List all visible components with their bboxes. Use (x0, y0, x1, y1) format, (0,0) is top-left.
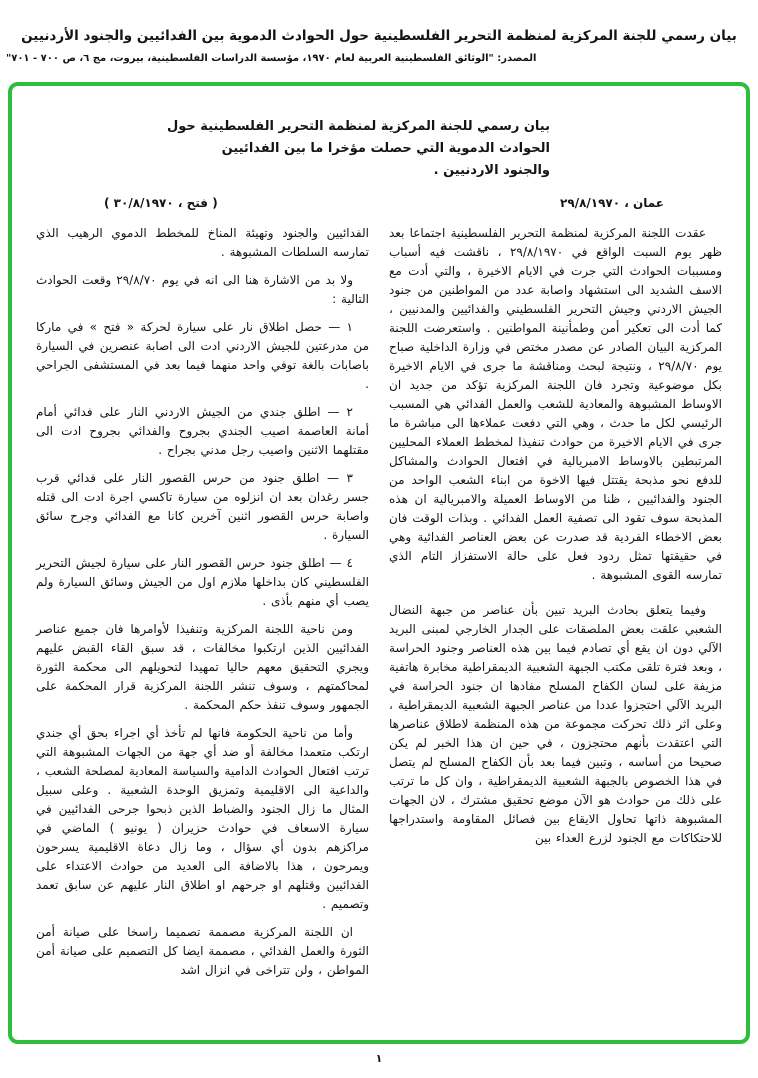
dateline (36, 196, 722, 210)
paragraph: ومن ناحية اللجنة المركزية وتنفيذا لأوامرها فان جميع عناصر الفدائيين الذين ارتكبوا مخالفات ، قد سبق القاء القبض عليهم ويجري التحقيق معهم حاليا تمهيدا لتحويلهم الى محكمة الثورة لمحاكمتهم ، وسوف تنشر اللجنة المركزية قرار المحكمة على الجمهور وسوف تنفذ حكم المحكمة . (36, 622, 369, 712)
document-title (36, 116, 722, 182)
source-line: المصدر: "الوثائق الفلسطينية العربية لعام ١٩٧٠، مؤسسة الدراسات الفلسطينية، بيروت، مج ٦، ص ٧٠٠ - ٧٠١" (6, 53, 537, 64)
paragraph: ٢ — اطلق جندي من الجيش الاردني النار على فدائي أمام أمانة العاصمة اصيب الجندي بجروح والفدائي بجروح ادت الى مقتلهما الاثنين واصيب رجل مدني بجراح . (36, 405, 369, 457)
paragraph: الفدائيين والجنود وتهيئة المناخ للمخطط الدموي الرهيب الذي تمارسه السلطات المشبوهة . (36, 226, 369, 259)
text-column-right (389, 224, 722, 989)
paragraph: وأما من ناحية الحكومة فانها لم تأخذ أي اجراء بحق أي جندي ارتكب متعمدا مخالفة أو ضد أي جهة من الجهات المشبوهة التي ترتب افتعال الحوادث الدامية والسياسة المعادية لمصلحة الشعب ، والداعية الى الاقليمية وتمزيق الوحدة الشعبية . وعلى سبيل المثال ما زال الجنود والضباط الذين ذبحوا جرحى الفدائيين في سيارة الاسعاف في حوادث حزيران ( يونيو ) الماضي في مراكزهم بدون أي سؤال ، وما زال دعاة الاقليمية يسرحون ويمرحون ، هذا بالاضافة الى العديد من حوادث الاعتداء على الفدائيين وقتلهم او جرحهم او اطلاق النار عليهم عن سابق تعمد وتصميم . (36, 726, 369, 911)
dateline-place-date: عمان ، ٢٩/٨/١٩٧٠ (560, 196, 664, 210)
page-header-title: بيان رسمي للجنة المركزية لمنظمة التحرير الفلسطينية حول الحوادث الدموية بين الفدائيين والجنود الأردنيين (21, 28, 737, 44)
paragraph: ١ — حصل اطلاق نار على سيارة لحركة « فتح » في ماركا من مدرعتين للجيش الاردني ادت الى اصابة عنصرين في السيارة باصابات بالغة توفي واحد منهما فيما بعد في المستشفى الجراحي . (36, 320, 369, 391)
document-title-line-3: والجنود الاردنيين . (433, 163, 550, 178)
document-title-line-2: الحوادث الدموية التي حصلت مؤخرا ما بين الفدائيين (221, 141, 550, 156)
paragraph: ولا بد من الاشارة هنا الى انه في يوم ٢٩/٨/٧٠ وقعت الحوادث التالية : (36, 273, 369, 306)
dateline-source-date: ( فتح ، ٣٠/٨/١٩٧٠ ) (104, 196, 218, 210)
document-title-line-1: بيان رسمي للجنة المركزية لمنظمة التحرير الفلسطينية حول (166, 119, 550, 134)
paragraph: ان اللجنة المركزية مصممة تصميما راسخا على صيانة أمن الثورة والعمل الفدائي ، مصممة ايضا كل التصميم على صيانة أمن المواطن ، ولن تتراخى في انزال اشد (36, 925, 369, 977)
page-number: ١ (375, 1052, 383, 1065)
document-scan (8, 82, 750, 1044)
text-column-left (36, 224, 369, 989)
text-columns (36, 224, 722, 989)
paragraph: وفيما يتعلق بحادث البريد تبين بأن عناصر من جبهة النضال الشعبي علقت بعض الملصقات على الجدار الخارجي لمبنى البريد الآلي دون ان يقع أي تصادم فيما بين هذه العناصر وجنود الحراسة ، وبعد فترة تلقى مكتب الجبهة الشعبية الديمقراطية مخابرة هاتفية مزيفة على لسان الكفاح المسلح مفادها ان جنود الحراسة في البريد الآلي احتجزوا عددا من عناصر الجبهة الشعبية الديمقراطية ، وعلى اثر ذلك تحركت مجموعة من هذه المنظمة لاطلاق عناصرها التي اعتقدت بأنهم محتجزون ، في حين ان هذا الخبر لم يكن صحيحا من أساسه ، وتبين فيما بعد بأن الكفاح المسلح لم يتصل في هذا الخصوص بالجبهة الشعبية الديمقراطية ، وان كل ما ترتب على ذلك من حوادث هو الآن موضع تحقيق مشترك ، لان الجهات المشبوهة ذاتها تحاول الايقاع بين فصائل المقاومة واستدراجها للاحتكاكات مع الجنود لزرع العداء بين (389, 603, 722, 845)
paragraph: ٤ — اطلق جنود حرس القصور النار على سيارة لجيش التحرير الفلسطيني كان بداخلها ملازم اول من الجيش وسائق السيارة ولم يصب أي منهم بأذى . (36, 556, 369, 608)
paragraph: عقدت اللجنة المركزية لمنظمة التحرير الفلسطينية اجتماعا بعد ظهر يوم السبت الواقع في ٢٩/٨/١٩٧٠ ، ناقشت فيه أسباب ومسببات الحوادث التي جرت في الايام الاخيرة ، والتي أدت مع الاسف الشديد الى استشهاد واصابة عدد من المواطنين من جنود الجيش الاردني وجيش التحرير الفلسطيني والفدائيين والمدنيين ، كما أدت الى تعكير أمن وطمأنينة المواطنين . واستعرضت اللجنة المركزية البيان الصادر عن مصدر مختص في وزارة الداخلية صباح يوم ٢٩/٨/٧٠ ، ونتيجة لبحث ومناقشة ما جرى في الايام الاخيرة بكل موضوعية وتجرد فان اللجنة المركزية تؤكد من جديد ان الاوساط المشبوهة والمعادية للشعب والعمل الفدائي هي المسبب الرئيسي لكل ما حدث ، وهي التي دفعت عملاءها الى مباشرة ما جرى في الايام الاخيرة من حوادث تنفيذا لمخطط العملاء المحليين المرتبطين بالاوساط الامبريالية في افتعال الحوادث والمشاكل للدفع نحو مذبحة يقتتل فيها الاخوة من ابناء الشعب الواحد من الجنود والفدائيين ، ظنا من الاوساط العميلة والامبريالية ان هذه المذبحة سوف تقود الى تصفية العمل الفدائي . وبذات الوقت فان بعض الاخطاء الفردية قد صدرت عن بعض العناصر الفدائية وهي في حقيقتها تمثل ردود فعل على حالة الاستفزاز التام الذي تمارسه القوى المشبوهة . (389, 226, 723, 582)
paragraph: ٣ — اطلق جنود من حرس القصور النار على فدائي قرب جسر رغدان بعد ان انزلوه من سيارة تاكسي اجرة ادت الى قتله واصابة حرس القصور اثنين آخرين كانا مع الفدائي وجرح سائق السيارة . (36, 471, 369, 542)
